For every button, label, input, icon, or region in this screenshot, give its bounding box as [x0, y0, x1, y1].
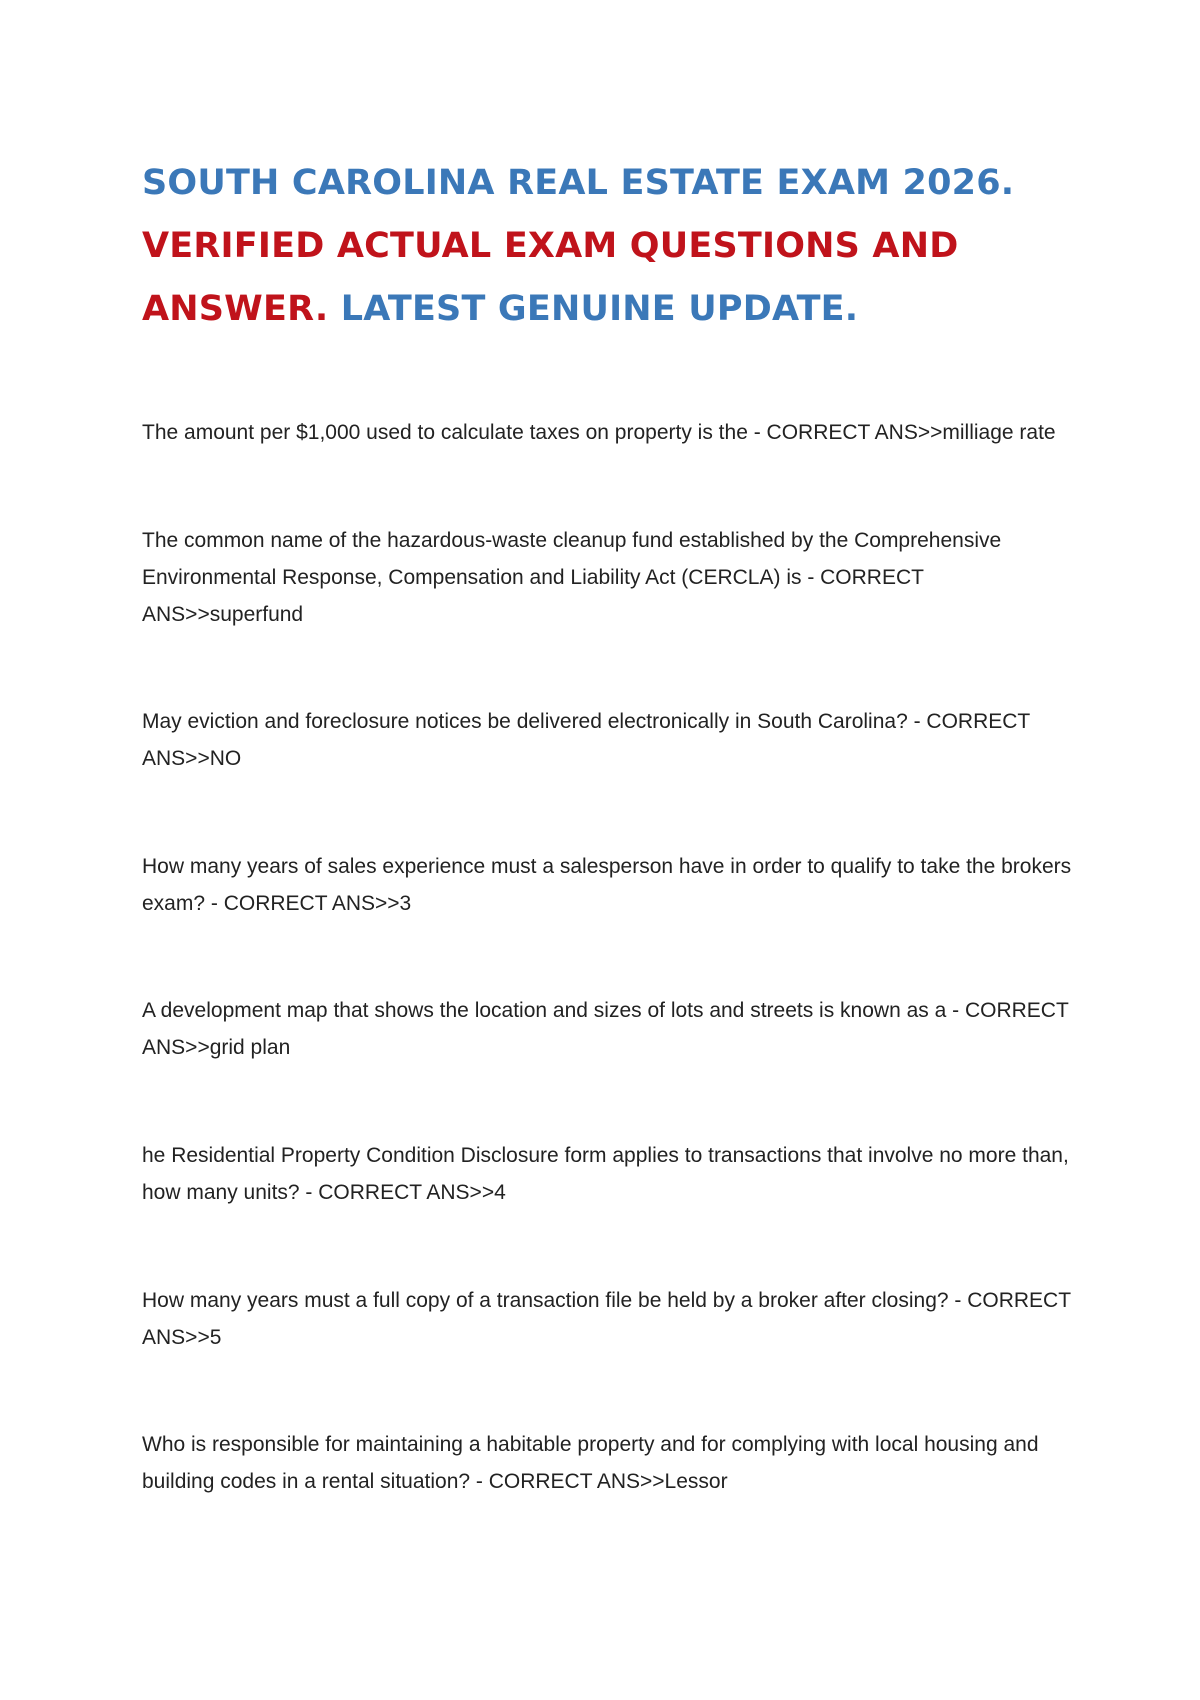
qa-item-3: May eviction and foreclosure notices be delivered electronically in South Carolina? - CORRECT ANS>>NO	[142, 710, 1030, 770]
document-title	[142, 152, 1102, 341]
qa-item-2: The common name of the hazardous-waste cleanup fund established by the Comprehensive Environmental Response, Compensation and Liability Act (CERCLA) is - CORRECT ANS>>superfund	[142, 529, 1002, 626]
title-answer-word: ANSWER.	[142, 289, 329, 329]
title-line-1: SOUTH CAROLINA REAL ESTATE EXAM 2026.	[142, 163, 1015, 203]
qa-item-6: he Residential Property Condition Disclosure form applies to transactions that involve no more than, how many units? - CORRECT ANS>>4	[142, 1144, 1069, 1204]
title-update-phrase: LATEST GENUINE UPDATE.	[340, 289, 859, 329]
qa-item-7: How many years must a full copy of a transaction file be held by a broker after closing? - CORRECT ANS>>5	[142, 1289, 1071, 1349]
qa-item-8: Who is responsible for maintaining a habitable property and for complying with local housing and building codes in a rental situation? - CORRECT ANS>>Lessor	[142, 1433, 1039, 1493]
title-line-2: VERIFIED ACTUAL EXAM QUESTIONS AND	[142, 226, 959, 266]
qa-item-5: A development map that shows the location and sizes of lots and streets is known as a - CORRECT ANS>>grid plan	[142, 999, 1069, 1059]
qa-item-4: How many years of sales experience must a salesperson have in order to qualify to take the brokers exam? - CORRECT ANS>>3	[142, 855, 1072, 915]
title-line-3	[142, 278, 1102, 341]
qa-item-1: The amount per $1,000 used to calculate taxes on property is the - CORRECT ANS>>milliage rate	[142, 421, 1056, 444]
